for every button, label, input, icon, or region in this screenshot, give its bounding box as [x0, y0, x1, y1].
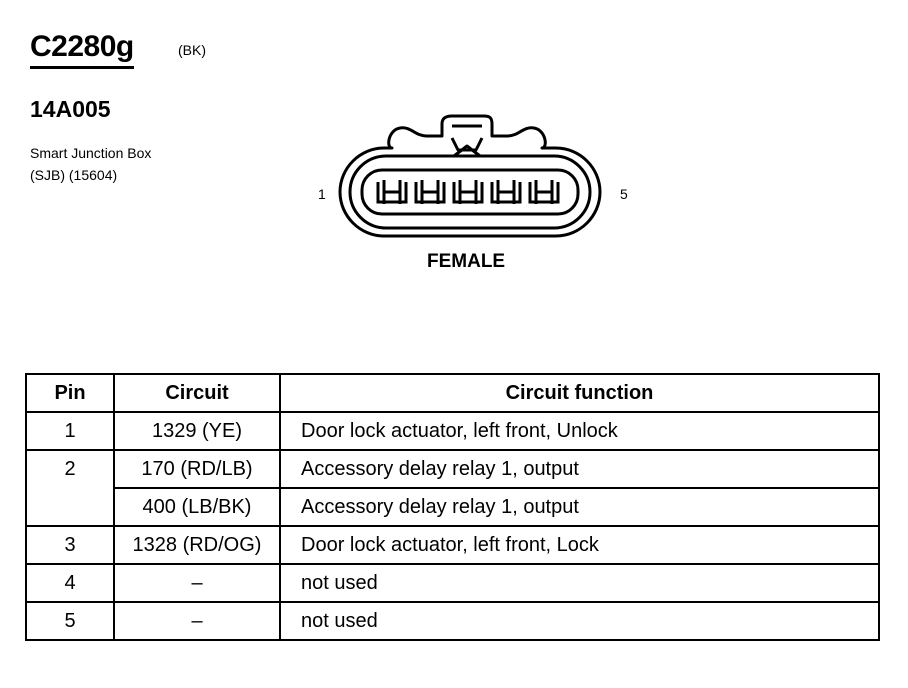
terminal-4-icon [492, 180, 520, 204]
latch-icon [452, 138, 482, 156]
function-cell: not used [280, 602, 879, 640]
connector-face-diagram [330, 112, 610, 242]
pin-5-label: 5 [620, 186, 628, 202]
connector-color-code: (BK) [178, 42, 206, 58]
pin-cell: 1 [26, 412, 114, 450]
connector-id-title: C2280g [30, 28, 134, 69]
function-cell: Accessory delay relay 1, output [280, 450, 879, 488]
header-circuit: Circuit [114, 374, 280, 412]
connector-outer-shell [340, 116, 600, 236]
pin-cell: 4 [26, 564, 114, 602]
pin-cell: 5 [26, 602, 114, 640]
circuit-cell: 170 (RD/LB) [114, 450, 280, 488]
circuit-cell: – [114, 602, 280, 640]
table-row [26, 488, 879, 526]
table-row [26, 412, 879, 450]
table-row [26, 564, 879, 602]
table-row [26, 526, 879, 564]
circuit-cell: – [114, 564, 280, 602]
part-number: 14A005 [30, 96, 111, 122]
location-line-2: (SJB) (15604) [30, 167, 118, 183]
circuit-cell: 400 (LB/BK) [114, 488, 280, 526]
pin-cell: 3 [26, 526, 114, 564]
header-pin: Pin [26, 374, 114, 412]
pin-cell: 2 [26, 450, 114, 526]
terminal-2-icon [416, 180, 444, 204]
table-row [26, 450, 879, 488]
function-cell: Door lock actuator, left front, Lock [280, 526, 879, 564]
header-circuit-function: Circuit function [280, 374, 879, 412]
location-line-1: Smart Junction Box [30, 145, 152, 161]
pin-1-label: 1 [318, 186, 326, 202]
function-cell: Accessory delay relay 1, output [280, 488, 879, 526]
function-cell: Door lock actuator, left front, Unlock [280, 412, 879, 450]
terminal-row [378, 180, 558, 204]
connector-gender-label: FEMALE [427, 251, 506, 272]
terminal-5-icon [530, 180, 558, 204]
table-header-row [26, 374, 879, 412]
pinout-table [25, 373, 880, 641]
circuit-cell: 1328 (RD/OG) [114, 526, 280, 564]
table-row [26, 602, 879, 640]
terminal-3-icon [454, 180, 482, 204]
function-cell: not used [280, 564, 879, 602]
circuit-cell: 1329 (YE) [114, 412, 280, 450]
terminal-1-icon [378, 180, 406, 204]
